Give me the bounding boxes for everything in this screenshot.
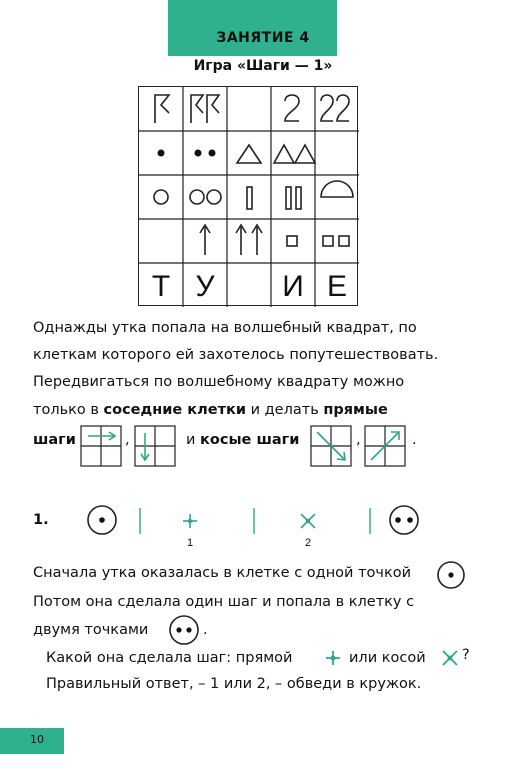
intro-bold-steps: шаги (33, 432, 76, 448)
page-number: 10 (30, 733, 44, 746)
period-text: . (412, 432, 417, 448)
exercise-number: 1. (33, 512, 49, 528)
diagonal-step-down-diagram (310, 425, 352, 467)
intro-text: и делать (246, 402, 324, 418)
circle-icon (154, 190, 168, 204)
exercise-line-4-b: или косой (349, 650, 426, 666)
letter-cell-2: У (195, 270, 215, 303)
double-flag-icon (191, 95, 219, 123)
intro-bold-straight: прямые (323, 402, 388, 418)
intro-line-1: Однажды утка попала на волшебный квадрат, по (33, 320, 417, 336)
intro-diagonal-label (186, 432, 299, 448)
intro-line-4 (33, 402, 388, 418)
comma-text: , (356, 432, 361, 448)
flag-icon (155, 95, 169, 123)
arrow-up-icon (200, 225, 210, 255)
period-text: . (203, 622, 208, 638)
magic-square-drawing (139, 87, 359, 307)
half-circle-icon (321, 181, 353, 197)
intro-bold-diagonal: косые шаги (200, 432, 300, 448)
exercise-line-1: Сначала утка оказалась в клетке с одной точкой (33, 565, 412, 581)
double-curl-icon (321, 95, 349, 121)
two-dot-inline-icon (168, 614, 200, 646)
exercise-line-3: двумя точками (33, 622, 149, 638)
one-dot-inline-icon (436, 560, 466, 590)
bar-icon (247, 187, 252, 209)
exercise-line-4-c: ? (462, 647, 470, 663)
diagonal-step-up-diagram (364, 425, 406, 467)
magic-square-grid (138, 86, 358, 306)
dot-icon (158, 150, 165, 157)
exercise-line-2: Потом она сделала один шаг и попала в клетку с (33, 594, 415, 610)
letter-cell-1: Т (151, 270, 171, 303)
diagonal-step-inline-icon (440, 648, 460, 668)
lesson-header-band (168, 0, 337, 56)
option-2-label: 2 (304, 537, 312, 549)
square-icon (287, 236, 297, 246)
double-dot-icon (195, 150, 216, 157)
intro-line-5-label (33, 432, 76, 448)
exercise-line-4-a: Какой она сделала шаг: прямой (46, 650, 293, 666)
curl-icon (285, 95, 299, 121)
two-dot-cell-icon (390, 506, 418, 534)
comma-text: , (125, 432, 130, 448)
letter-cell-4: И (282, 270, 304, 303)
double-circle-icon (190, 190, 221, 204)
double-bar-icon (286, 187, 301, 209)
triangle-icon (237, 145, 261, 163)
exercise-line-5: Правильный ответ, – 1 или 2, – обведи в кружок. (46, 676, 422, 692)
intro-line-2: клеткам которого ей захотелось попутешествовать. (33, 347, 439, 363)
straight-step-inline-icon (323, 648, 343, 668)
exercise-step-row (80, 500, 440, 550)
intro-line-3: Передвигаться по волшебному квадрату можно (33, 374, 405, 390)
option-1-label: 1 (186, 537, 194, 549)
straight-step-right-diagram (80, 425, 122, 467)
intro-text: только в (33, 402, 104, 418)
intro-text: и (186, 432, 201, 448)
game-title: Игра «Шаги — 1» (193, 58, 333, 74)
straight-step-down-diagram (134, 425, 176, 467)
double-triangle-icon (274, 145, 315, 163)
one-dot-cell-icon (88, 506, 116, 534)
double-arrow-up-icon (236, 225, 262, 255)
letter-cell-5: Е (326, 270, 348, 303)
lesson-title: ЗАНЯТИЕ 4 (216, 30, 310, 46)
intro-bold-neighbors: соседние клетки (103, 402, 246, 418)
double-square-icon (323, 236, 349, 246)
